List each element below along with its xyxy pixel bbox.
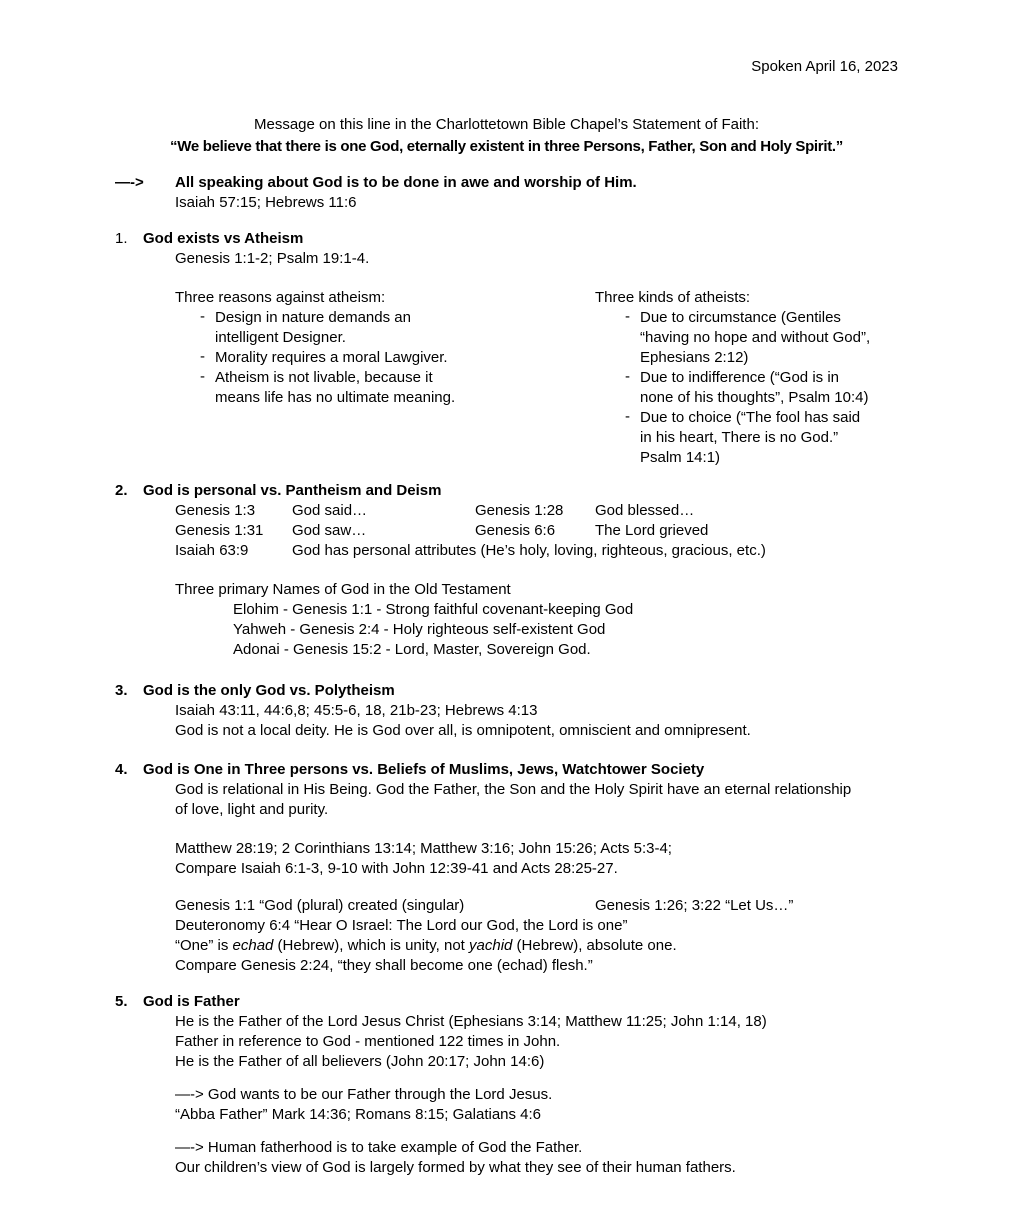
section-title: God is the only God vs. Polytheism [143,682,395,699]
section-number: 2. [115,482,128,499]
atheist-kinds-column [595,288,898,468]
section-refs: Isaiah 43:11, 44:6,8; 45:5-6, 18, 21b-23; Hebrews 4:13 [175,702,538,719]
list-item [175,368,475,408]
table-cell: God saw… [292,522,367,539]
yachid-word: yachid [469,937,513,954]
section-title: God is Father [143,993,240,1010]
echad-word: echad [232,937,274,954]
section-text: He is the Father of all believers (John 20:17; John 14:6) [175,1053,545,1070]
two-column-block [175,288,898,468]
section-number: 5. [115,993,128,1010]
intro-line: Message on this line in the Charlottetown Bible Chapel’s Statement of Faith: [253,116,759,133]
section-title: God exists vs Atheism [143,230,304,247]
application-block [175,1138,898,1178]
list-item-text: Due to choice (“The fool has said in his heart, There is no God.” Psalm 14:1) [640,409,861,466]
names-of-god-block [175,580,898,660]
application-arrow-line: —-> Human fatherhood is to take example of God the Father. [175,1139,583,1156]
thesis-text: All speaking about God is to be done in awe and worship of Him. [175,174,637,191]
section-only-god [115,681,898,741]
statement-of-faith: “We believe that there is one God, eternally existent in three Persons, Father, Son and Holy Spirit.” [170,138,843,155]
date-line: Spoken April 16, 2023 [751,58,898,75]
table-row [175,541,898,561]
application-refs: “Abba Father” Mark 14:36; Romans 8:15; Galatians 4:6 [175,1106,542,1123]
section-title: God is personal vs. Pantheism and Deism [143,482,442,499]
list-item-text: Atheism is not livable, because it means life has no ultimate meaning. [215,369,456,406]
genesis-left: Genesis 1:1 “God (plural) created (singular) [175,897,465,914]
genesis-right: Genesis 1:26; 3:22 “Let Us…” [595,897,794,914]
name-item: Adonai - Genesis 15:2 - Lord, Master, Sovereign God. [233,641,591,658]
section-paragraph: God is relational in His Being. God the Father, the Son and the Holy Spirit have an eternal relationship of love, light and purity. [175,781,852,818]
name-item: Elohim - Genesis 1:1 - Strong faithful covenant-keeping God [233,601,634,618]
table-cell: The Lord grieved [595,522,709,539]
section-number: 3. [115,682,128,699]
thesis-refs: Isaiah 57:15; Hebrews 11:6 [175,194,357,211]
echad-mid: (Hebrew), which is unity, not [273,937,470,954]
refs-line: Compare Isaiah 6:1-3, 9-10 with John 12:39-41 and Acts 28:25-27. [175,860,618,877]
section-text: Father in reference to God - mentioned 122 times in John. [175,1033,561,1050]
table-cell: Genesis 1:3 [175,502,256,519]
table-cell: God has personal attributes (He’s holy, loving, righteous, gracious, etc.) [292,542,766,559]
thesis-block [115,173,898,213]
application-text: Our children’s view of God is largely formed by what they see of their human fathers. [175,1159,736,1176]
section-god-is-father [115,992,898,1178]
table-cell: God blessed… [595,502,695,519]
atheist-kinds-list [595,308,898,468]
section-title: God is One in Three persons vs. Beliefs of Muslims, Jews, Watchtower Society [143,761,705,778]
section-refs: Genesis 1:1-2; Psalm 19:1-4. [175,250,370,267]
section-god-exists [115,229,898,468]
list-item [595,368,898,408]
refs-block [175,839,898,879]
section-text: God is not a local deity. He is God over all, is omnipotent, omniscient and omnipresent. [175,722,751,739]
intro-block [115,114,898,158]
application-arrow-line: —-> God wants to be our Father through the Lord Jesus. [175,1086,553,1103]
list-item-text: Morality requires a moral Lawgiver. [215,349,448,366]
table-cell: God said… [292,502,368,519]
list-item [595,408,898,468]
echad-pre: “One” is [175,937,233,954]
section-god-personal [115,481,898,660]
list-item [175,348,475,368]
echad-line [175,936,898,956]
refs-line: Matthew 28:19; 2 Corinthians 13:14; Matthew 3:16; John 15:26; Acts 5:3-4; [175,840,672,857]
names-heading: Three primary Names of God in the Old Testament [175,581,511,598]
table-cell: Genesis 1:31 [175,522,264,539]
column-heading: Three reasons against atheism: [175,289,386,306]
section-number: 1. [115,230,128,247]
name-item: Yahweh - Genesis 2:4 - Holy righteous self-existent God [233,621,606,638]
list-item [595,308,898,368]
column-heading: Three kinds of atheists: [595,289,751,306]
list-item [175,308,475,348]
table-cell: Genesis 6:6 [475,522,556,539]
list-item-text: Due to circumstance (Gentiles “having no hope and without God”, Ephesians 2:12) [640,309,871,366]
list-item-text: Design in nature demands an intelligent Designer. [215,309,411,346]
reasons-list [175,308,595,408]
echad-post: (Hebrew), absolute one. [512,937,677,954]
reference-table [175,501,898,541]
table-cell: Isaiah 63:9 [175,542,249,559]
arrow-marker: —-> [115,174,144,191]
section-number: 4. [115,761,128,778]
application-block [175,1085,898,1125]
list-item-text: Due to indifference (“God is in none of his thoughts”, Psalm 10:4) [640,369,869,406]
reasons-column [175,288,595,468]
deuteronomy-line: Deuteronomy 6:4 “Hear O Israel: The Lord our God, the Lord is one” [175,917,628,934]
genesis-row [175,896,898,916]
section-trinity [115,760,898,976]
section-text: He is the Father of the Lord Jesus Christ (Ephesians 3:14; Matthew 11:25; John 1:14, 18) [175,1013,767,1030]
table-cell: Genesis 1:28 [475,502,564,519]
compare-line: Compare Genesis 2:24, “they shall become one (echad) flesh.” [175,957,593,974]
